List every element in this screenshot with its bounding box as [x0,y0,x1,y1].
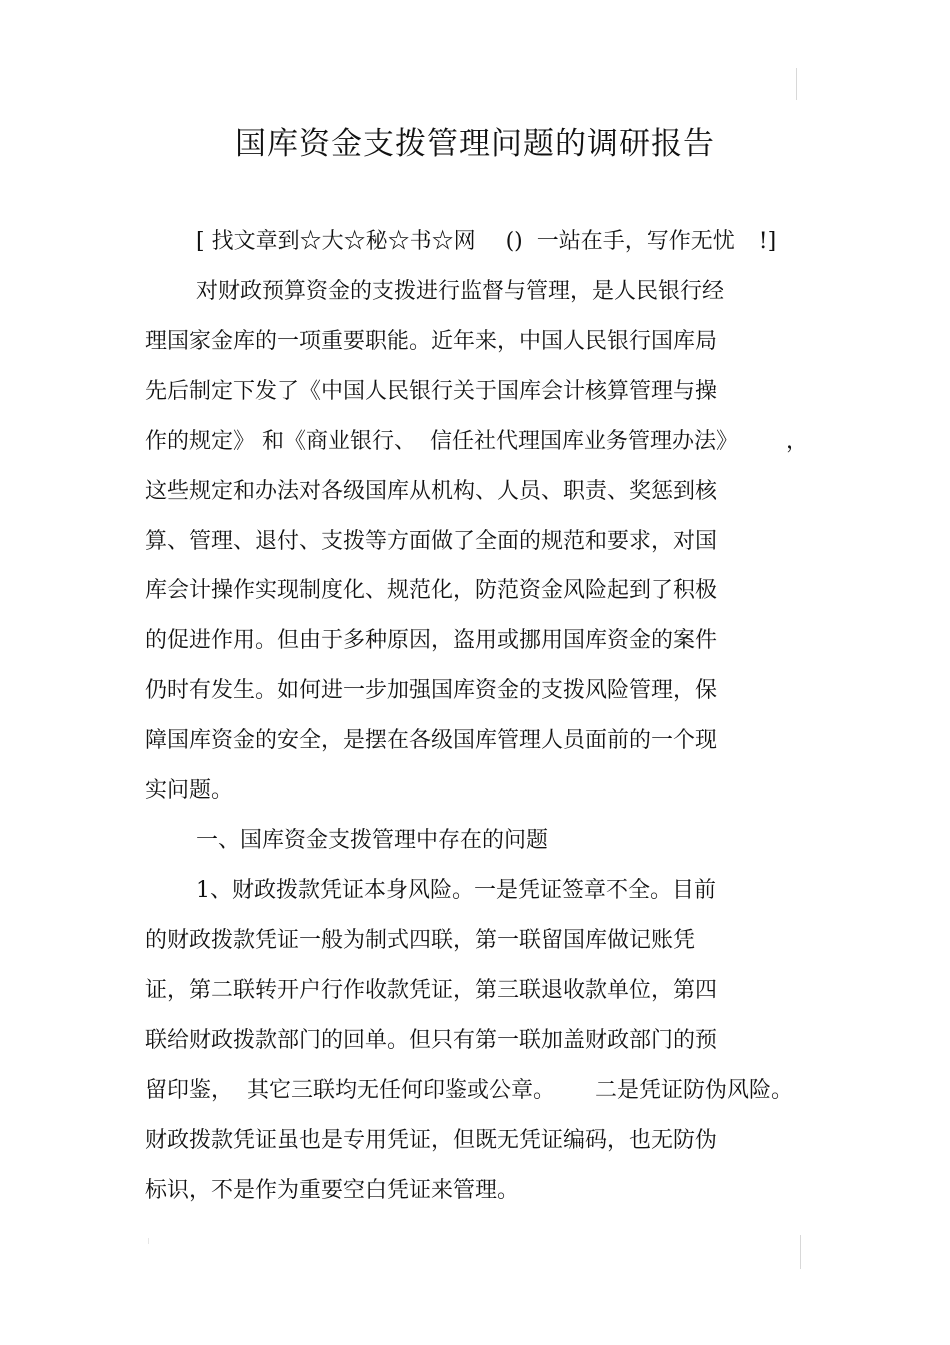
para1-line [145,427,738,457]
para1-line4-part: 信任社代理国库业务管理办法》 [430,429,739,454]
para1-line: 对财政预算资金的支拨进行监督与管理，是人民银行经 [196,279,725,304]
source-note-tail: 一站在手，写作无忧 [536,229,735,254]
para1-line: 实问题。 [145,778,234,803]
para1-line: 理国家金库的一项重要职能。近年来，中国人民银行国库局 [145,329,718,354]
para1-line4-comma: ， [786,429,809,454]
para1-line: 先后制定下发了《中国人民银行关于国库会计核算管理与操 [145,379,718,404]
source-note-paren: () [505,229,523,254]
para1-line: 障国库资金的安全，是摆在各级国库管理人员面前的一个现 [145,728,718,753]
para1-line: 这些规定和办法对各级国库从机构、人员、职责、奖惩到核 [145,479,718,504]
source-note-text: [ 找文章到☆大☆秘☆书☆网 [196,229,476,254]
para2-line5-part: 其它三联均无任何印鉴或公章。 [247,1078,556,1103]
para1-line: 仍时有发生。如何进一步加强国库资金的支拨风险管理，保 [145,678,718,703]
section-heading: 一、国库资金支拨管理中存在的问题 [196,828,549,853]
page-corner-mark-top-right [796,68,797,100]
para2-line [145,1076,793,1106]
para2-line: 标识，不是作为重要空白凭证来管理。 [145,1178,520,1203]
para2-line: 联给财政拨款部门的回单。但只有第一联加盖财政部门的预 [145,1028,718,1053]
page-corner-mark-bottom-left [148,1238,149,1244]
para2-line5-part: 留印鉴， [145,1078,234,1103]
para2-line5-part: 二是凭证防伪风险。 [595,1078,794,1103]
source-note [196,227,776,257]
para1-line4-part: 作的规定》 和《商业银行、 [145,429,416,454]
para2-line: 财政拨款凭证虽也是专用凭证，但既无凭证编码，也无防伪 [145,1128,718,1153]
page-corner-mark-bottom-right [800,1235,801,1269]
para1-line: 库会计操作实现制度化、规范化，防范资金风险起到了积极 [145,578,718,603]
para2-line: 的财政拨款凭证一般为制式四联，第一联留国库做记账凭 [145,928,696,953]
source-note-close: !] [758,229,777,254]
document-title: 国库资金支拨管理问题的调研报告 [235,126,715,162]
para1-line: 的促进作用。但由于多种原因，盗用或挪用国库资金的案件 [145,628,718,653]
para2-line: 1、财政拨款凭证本身风险。一是凭证签章不全。目前 [196,878,716,903]
para2-line: 证，第二联转开户行作收款凭证，第三联退收款单位，第四 [145,978,718,1003]
para1-line: 算、管理、退付、支拨等方面做了全面的规范和要求，对国 [145,529,718,554]
